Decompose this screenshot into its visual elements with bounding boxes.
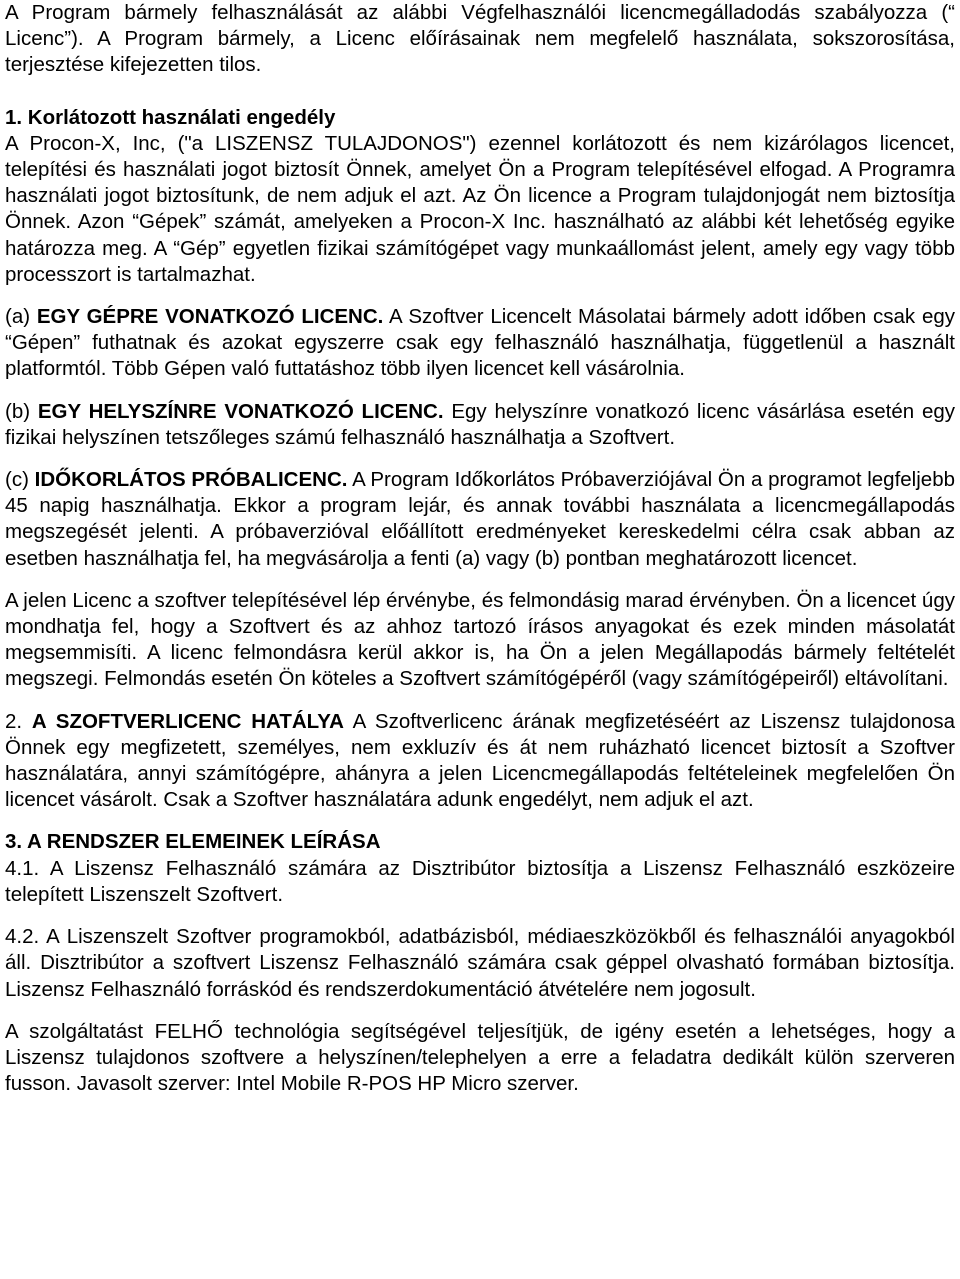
license-document	[5, 0, 955, 1113]
intro-paragraph: A Program bármely felhasználását az alábbi Végfelhasználói licencmegálladodás szabályozza (“ Licenc”). A Program bármely, a Licenc előírásainak nem megfelelő használata, sokszorosítása, terjesztése kifejezetten tilos.	[5, 1, 955, 77]
license-b-body: Egy helyszínre vonatkozó licenc vásárlása esetén egy fizikai helyszínen tetszőleges számú felhasználó használhatja a Szoftvert.	[5, 399, 956, 449]
license-c-body: A Program Időkorlátos Próbaverziójával Ön a programot legfeljebb 45 napig használhatja. Ekkor a program lejár, és annak további használata a licencmegállapodás megszegését jelenti. A próbaverzióval előállított eredményeket kereskedelmi célra csak abban az esetben használhatja fel, ha megvásárolja a fenti (a) vagy (b) pontban meghatározott licencet.	[5, 468, 955, 570]
license-c-paragraph	[5, 467, 955, 572]
license-c-title: IDŐKORLÁTOS PRÓBALICENC.	[34, 468, 348, 492]
section-1-body: A Procon-X, Inc, ("a LISZENSZ TULAJDONOS") ezennel korlátozott és nem kizárólagos licencet, telepítési és használati jogot biztosít Önnek, amelyet Ön a Program telepítésével elfogad. A Programra használati jogot biztosítunk, de nem adjuk el azt. Az Ön licence a Program tulajdonjogát nem biztosítja Önnek. Azon “Gépek” számát, amelyeken a Procon-X Inc. használható az alábbi két lehetőség egyike határozza meg. A “Gép” egyetlen fizikai számítógépet vagy munkaállomást jelent, amely egy vagy több processzort is tartalmazhat.	[5, 131, 955, 286]
paragraph-4-2: 4.2. A Liszenszelt Szoftver programokból, adatbázisból, médiaeszközökből és felhasználói anyagokból áll. Disztribútor a szoftvert Liszensz Felhasználó számára csak géppel olvasható formában biztosítja. Liszensz Felhasználó forráskód és rendszerdokumentáció átvételére nem jogosult.	[5, 925, 955, 1001]
license-c-label: (c)	[5, 468, 29, 492]
license-b-title: EGY HELYSZÍNRE VONATKOZÓ LICENC.	[37, 399, 444, 423]
section-3	[5, 829, 955, 1097]
cloud-paragraph: A szolgáltatást FELHŐ technológia segítségével teljesítjük, de igény esetén a lehetséges, hogy a Liszensz tulajdonos szoftvere a helyszínen/telephelyen a erre a feladatra dedikált külön szerveren fusson. Javasolt szerver: Intel Mobile R-POS HP Micro szerver.	[5, 1019, 955, 1096]
section-2-body: A Szoftverlicenc árának megfizetéséért az Liszensz tulajdonosa Önnek egy megfizetett, személyes, nem exkluzív és át nem ruházható licencet biztosít a Szoftver használatára, annyi számítógépre, ahányra a jelen Licencmegállapodás feltételeinek megfelelően Ön licencet vásárolt. Csak a Szoftver használatára adunk engedélyt, nem adjuk el azt.	[5, 709, 955, 812]
section-3-heading: 3. A RENDSZER ELEMEINEK LEÍRÁSA	[5, 830, 381, 854]
termination-paragraph: A jelen Licenc a szoftver telepítésével lép érvénybe, és felmondásig marad érvényben. Ön a licencet úgy mondhatja fel, hogy a Szoftvert és az ahhoz tartozó írásos anyagokat és ezek minden másolatát megsemmisíti. A licenc felmondásra kerül akkor is, ha Ön a jelen Megállapodás bármely feltételét megszegi. Felmondás esetén Ön köteles a Szoftvert számítógépéről (vagy számítógépeiről) eltávolítani.	[5, 588, 955, 691]
section-1	[5, 105, 955, 288]
license-b-label: (b)	[5, 399, 31, 423]
section-2-paragraph	[5, 709, 955, 814]
license-a-label: (a)	[5, 305, 31, 329]
license-b-paragraph	[5, 399, 955, 451]
license-a-title: EGY GÉPRE VONATKOZÓ LICENC.	[36, 305, 384, 329]
paragraph-4-1: 4.1. A Liszensz Felhasználó számára az Disztribútor biztosítja a Liszensz Felhasználó eszközeire telepített Liszenszelt Szoftvert.	[5, 856, 955, 906]
section-2-number: 2.	[5, 709, 23, 733]
license-a-paragraph	[5, 304, 955, 383]
section-2-title: A SZOFTVERLICENC HATÁLYA	[31, 709, 344, 733]
license-a-body: A Szoftver Licencelt Másolatai bármely adott időben csak egy “Gépen” futhatnak és azokat egyszerre csak egy felhasználó használhatja, függetlenül a használt platformtól. Több Gépen való futtatáshoz több ilyen licencet kell vásárolnia.	[5, 305, 956, 381]
section-1-heading: 1. Korlátozott használati engedély	[5, 105, 336, 129]
